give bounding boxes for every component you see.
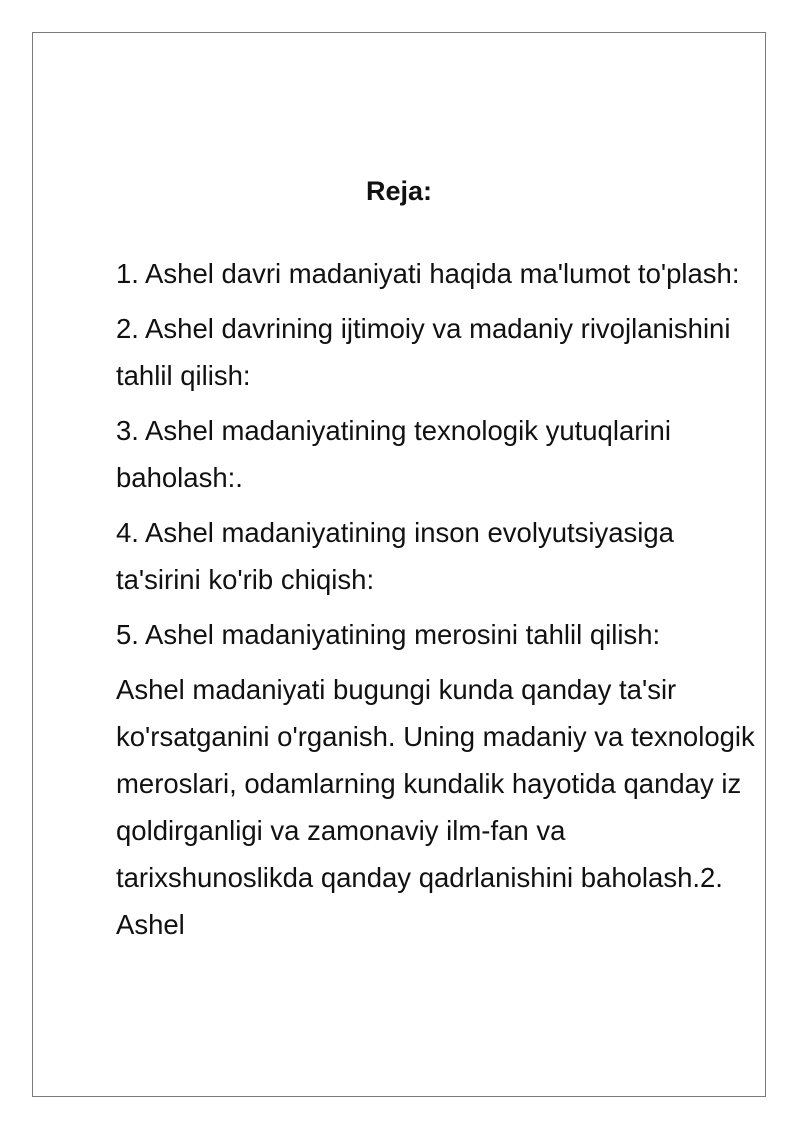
document-page [32, 32, 766, 1097]
plan-item-5: 5. Ashel madaniyatining merosini tahlil qilish: [116, 619, 661, 650]
plan-item-4: 4. Ashel madaniyatining inson evolyutsiyasiga ta'sirini ko'rib chiqish: [116, 517, 674, 595]
body-paragraph: Ashel madaniyati bugungi kunda qanday ta'sir ko'rsatganini o'rganish. Uning madaniy va texnologik meroslari, odamlarning kundalik hayotida qanday iz qoldirganligi va zamonaviy ilm-fan va tarixshunoslikda qanday qadrlanishini baholash.2. Ashel [116, 674, 755, 940]
plan-item-3: 3. Ashel madaniyatining texnologik yutuqlarini baholash:. [116, 415, 671, 493]
page-title: Reja: [365, 176, 433, 206]
plan-item-2: 2. Ashel davrining ijtimoiy va madaniy rivojlanishini tahlil qilish: [116, 313, 731, 391]
plan-item-1: 1. Ashel davri madaniyati haqida ma'lumot to'plash: [116, 258, 740, 289]
plan-list [116, 250, 756, 956]
